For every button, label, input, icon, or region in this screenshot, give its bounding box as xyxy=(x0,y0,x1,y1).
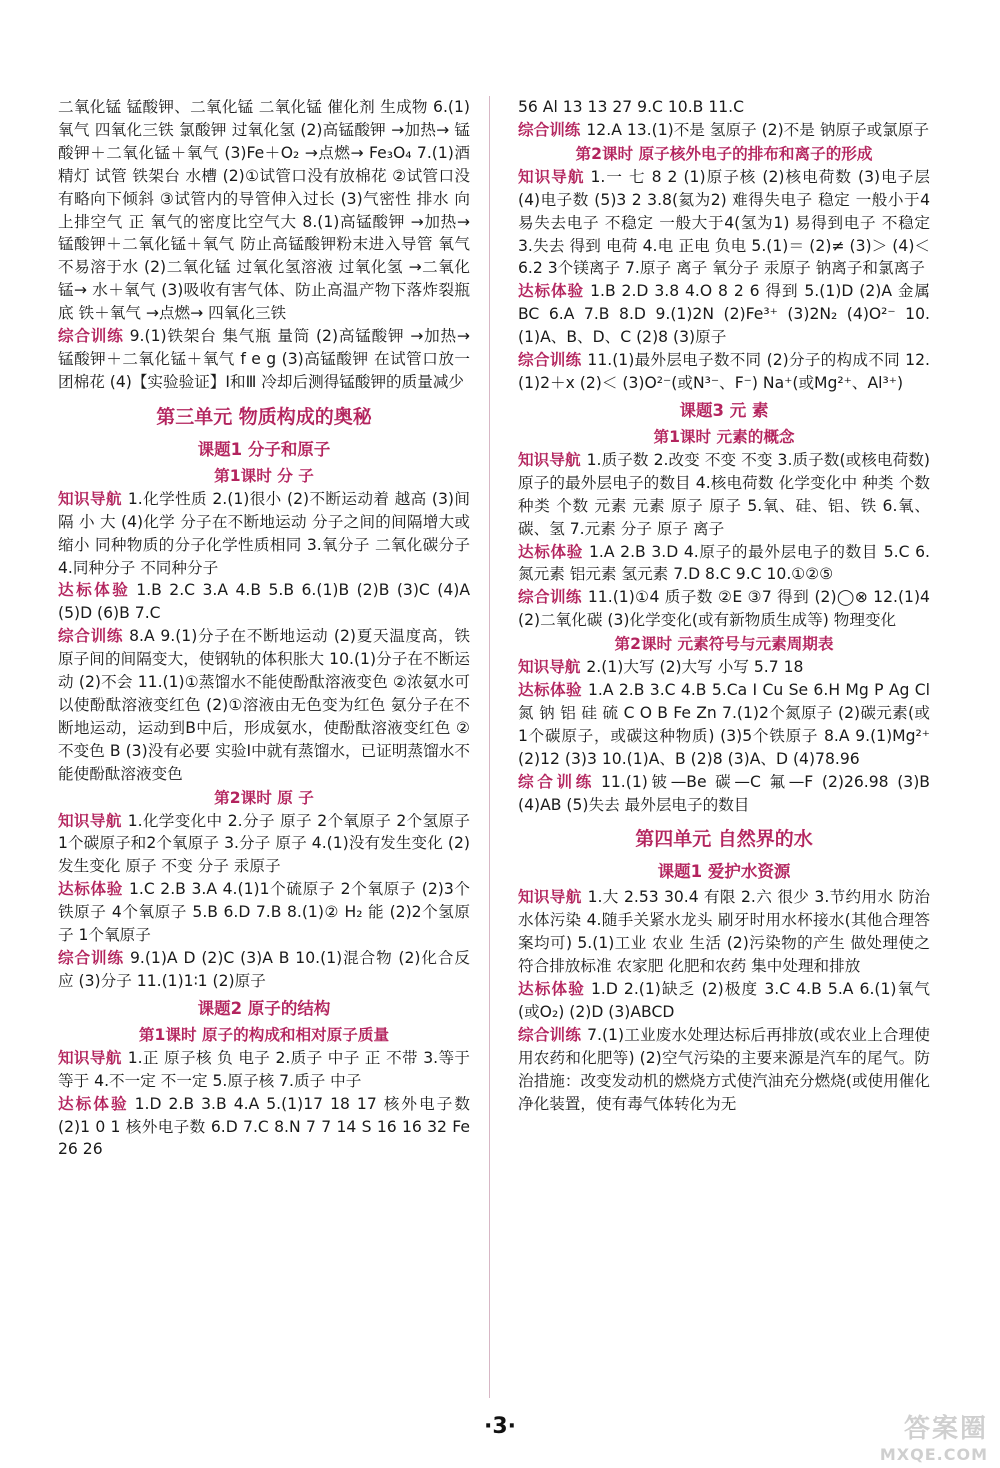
section-label: 综合训练 xyxy=(58,327,124,346)
lesson-heading: 课题1 爱护水资源 xyxy=(657,862,791,882)
section-label: 达标体验 xyxy=(58,880,123,899)
section-label: 达标体验 xyxy=(518,681,582,700)
answer-item xyxy=(518,541,930,587)
answer-text: 11.(1)最外层电子数不同 (2)分子的构成不同 12.(1)2＋x (2)＜ (3)O²⁻(或N³⁻、F⁻) Na⁺(或Mg²⁺、Al³⁺) xyxy=(518,351,930,392)
answer-item xyxy=(58,579,470,625)
answer-text: 1.化学变化中 2.分子 原子 2个氧原子 2个氢原子 1个碳原子和2个氧原子 3.分子 原子 4.(1)没有发生变化 (2)发生变化 原子 不变 分子 汞原子 xyxy=(58,811,470,876)
section-label: 综合训练 xyxy=(58,627,124,646)
lesson-heading: 课题2 原子的结构 xyxy=(197,998,331,1018)
period-heading: 第2课时 原 子 xyxy=(214,788,314,807)
answer-item xyxy=(58,1093,470,1162)
section-label: 知识导航 xyxy=(58,1048,122,1067)
period-heading: 第2课时 原子核外电子的排布和离子的形成 xyxy=(575,144,873,163)
answer-text: 二氧化锰 锰酸钾、二氧化锰 二氧化锰 催化剂 生成物 6.(1)氧气 四氧化三铁 氯酸钾 过氧化氢 (2)高锰酸钾 →加热→ 锰酸钾＋二氧化锰＋氧气 (3)Fe＋O₂ →点燃→ Fe₃O₄ 7.(1)酒精灯 试管 铁架台 水槽 (2)①试管口没有放棉花 ②试管口没有略向下倾斜 ③试管内的导管伸入过长 (3)气密性 排水 向上排空气 正 氧气的密度比空气大 8.(1)高锰酸钾 →加热→ 锰酸钾＋二氧化锰＋氧气 防止高锰酸钾粉末进入导管 氧气不易溶于水 (2)二氧化锰 过氧化氢溶液 过氧化氢 →二氧化锰→ 水＋氧气 (3)吸收有害气体、防止高温产物下落炸裂瓶底 铁＋氧气 →点燃→ 四氧化三铁 xyxy=(58,98,470,323)
section-label: 知识导航 xyxy=(518,450,581,469)
left-column xyxy=(58,96,470,1161)
answer-text: 56 Al 13 13 27 9.C 10.B 11.C xyxy=(518,98,745,116)
answer-text: 1.A 2.B 3.D 4.原子的最外层电子的数目 5.C 6.氮元素 铝元素 氢元素 7.D 8.C 9.C 10.①②⑤ xyxy=(518,542,930,584)
section-label: 知识导航 xyxy=(518,658,581,677)
answer-text: 11.(1)①4 质子数 ②E ③7 得到 (2)◯⊗ 12.(1)4 (2)二氧化碳 (3)化学变化(或有新物质生成等) 物理变化 xyxy=(518,588,930,630)
answer-text: 2.(1)大写 (2)大写 小写 5.7 18 xyxy=(586,658,804,677)
section-label: 综合训练 xyxy=(58,949,124,967)
answer-item xyxy=(518,656,930,679)
answer-text: 9.(1)铁架台 集气瓶 量筒 (2)高锰酸钾 →加热→ 锰酸钾＋二氧化锰＋氧气 f e g (3)高锰酸钾 在试管口放一团棉花 (4)【实验验证】Ⅰ和Ⅲ 冷却后测得锰酸钾的质量减少 xyxy=(58,327,470,391)
answer-item xyxy=(518,679,930,771)
answer-text: 1.C 2.B 3.A 4.(1)1个硫原子 2个氧原子 (2)3个铁原子 4个氧原子 5.B 6.D 7.B 8.(1)② H₂ 能 (2)2个氢原子 1个氧原子 xyxy=(58,880,470,945)
answer-text: 1.A 2.B 3.C 4.B 5.Ca I Cu Se 6.H Mg P Ag Cl 氮 钠 铝 硅 硫 C O B Fe Zn 7.(1)2个氮原子 (2)碳元素(或1个碳原子，或碳这种物质) (3)5个铁原子 8.A 9.(1)Mg²⁺ (2)12 (3)3 10.(1)A、B (2)8 (3)A、D (4)78.96 xyxy=(518,681,930,768)
section-label: 综合训练 xyxy=(518,120,581,139)
section-label: 达标体验 xyxy=(518,980,585,999)
right-column xyxy=(518,96,930,1116)
lesson-heading: 课题1 分子和原子 xyxy=(197,439,331,459)
answer-text: 1.D 2.B 3.B 4.A 5.(1)17 18 17 核外电子数 (2)1 0 1 核外电子数 6.D 7.C 8.N 7 7 14 S 16 16 32 Fe 26 26 xyxy=(58,1094,470,1159)
answer-text: 1.B 2.D 3.8 4.O 8 2 6 得到 5.(1)D (2)A 金属 BC 6.A 7.B 8.D 9.(1)2N (2)Fe³⁺ (3)2N₂ (4)O²⁻ 10.(1)A、B、D、C (2)8 (3)原子 xyxy=(518,282,930,347)
answer-item xyxy=(518,166,930,281)
answer-item xyxy=(518,771,930,817)
section-label: 达标体验 xyxy=(518,282,585,301)
lesson-heading: 课题3 元 素 xyxy=(679,400,769,420)
answer-text: 9.(1)A D (2)C (3)A B 10.(1)混合物 (2)化合反应 (3)分子 11.(1)1∶1 (2)原子 xyxy=(58,949,470,990)
page-number: ·3· xyxy=(483,1414,517,1439)
watermark-logo xyxy=(880,1408,988,1464)
answer-item xyxy=(518,1024,930,1116)
answer-item xyxy=(518,586,930,632)
answer-item xyxy=(58,488,470,580)
period-heading: 第1课时 原子的构成和相对原子质量 xyxy=(138,1025,390,1044)
answer-item xyxy=(58,625,470,785)
watermark-top: 答案圈 xyxy=(903,1414,988,1444)
answer-item xyxy=(518,449,930,541)
answer-text: 8.A 9.(1)分子在不断地运动 (2)夏天温度高，铁原子间的间隔变大，使钢轨的体积胀大 10.(1)分子在不断运动 (2)不会 11.(1)①蒸馏水不能使酚酞溶液变色 ②浓氨水可以使酚酞溶液变红色 (2)①溶液由无色变为红色 氨分子在不断地运动，运动到B中后，形成氨水，使酚酞溶液变红色 ②不变色 B (3)没有必要 实验Ⅰ中就有蒸馏水，已证明蒸馏水不能使酚酞溶液变色 xyxy=(58,627,470,783)
answer-item xyxy=(58,810,470,879)
answer-item xyxy=(58,947,470,993)
unit-heading: 第四单元 自然界的水 xyxy=(635,828,813,851)
section-label: 综合训练 xyxy=(518,351,582,370)
answer-item xyxy=(58,325,470,394)
period-heading: 第2课时 元素符号与元素周期表 xyxy=(614,635,834,654)
section-label: 知识导航 xyxy=(518,167,585,186)
answer-item xyxy=(58,1047,470,1093)
answer-item xyxy=(518,978,930,1024)
period-heading: 第1课时 分 子 xyxy=(214,466,314,485)
section-label: 综合训练 xyxy=(518,1025,582,1044)
answer-text: 1.大 2.53 30.4 有限 2.六 很少 3.节约用水 防治水体污染 4.随手关紧水龙头 刷牙时用水杯接水(其他合理答案均可) 5.(1)工业 农业 生活 (2)污染物的产生 做处理使之符合排放标准 农家肥 化肥和农药 集中处理和排放 xyxy=(518,888,930,976)
answer-item xyxy=(518,119,930,142)
section-label: 综合训练 xyxy=(518,588,582,607)
answer-item xyxy=(518,886,930,978)
answer-text: 12.A 13.(1)不是 氢原子 (2)不是 钠原子或氯原子 xyxy=(586,120,929,139)
section-label: 达标体验 xyxy=(518,542,583,561)
answer-text: 1.质子数 2.改变 不变 不变 3.质子数(或核电荷数) 原子的最外层电子的数目 4.核电荷数 化学变化中 种类 个数 种类 个数 元素 元素 原子 原子 5.氧、硅、铝、铁 6.氧、碳、氢 7.元素 分子 原子 离子 xyxy=(518,450,930,538)
answer-item xyxy=(518,349,930,395)
answer-text: 1.化学性质 2.(1)很小 (2)不断运动着 越高 (3)间隔 小 大 (4)化学 分子在不断地运动 分子之间的间隔增大或缩小 同种物质的分子化学性质相同 3.氧分子 二氧化碳分子 4.同种分子 不同种分子 xyxy=(58,489,470,577)
unit-heading: 第三单元 物质构成的奥秘 xyxy=(156,405,372,428)
column-divider xyxy=(489,96,490,1398)
section-label: 达标体验 xyxy=(58,581,131,600)
answer-text: 11.(1)铍—Be 碳—C 氟—F (2)26.98 (3)B (4)AB (5)失去 最外层电子的数目 xyxy=(518,772,930,814)
section-label: 达标体验 xyxy=(58,1094,129,1113)
answer-text: 7.(1)工业废水处理达标后再排放(或农业上合理使用农药和化肥等) (2)空气污染的主要来源是汽车的尾气。防治措施：改变发动机的燃烧方式使汽油充分燃烧(或使用催化净化装置，使有毒气体转化为无 xyxy=(518,1025,930,1113)
period-heading: 第1课时 元素的概念 xyxy=(653,427,795,446)
watermark-bottom: MXQE.COM xyxy=(879,1445,988,1464)
section-label: 知识导航 xyxy=(58,489,122,508)
answer-text: 1.B 2.C 3.A 4.B 5.B 6.(1)B (2)B (3)C (4)A (5)D (6)B 7.C xyxy=(58,581,470,623)
section-label: 知识导航 xyxy=(58,811,122,830)
answer-item xyxy=(518,280,930,349)
answer-text: 1.正 原子核 负 电子 2.质子 中子 正 不带 3.等于 等于 4.不一定 不一定 5.原子核 7.质子 中子 xyxy=(58,1048,470,1090)
answer-text: 1.D 2.(1)缺乏 (2)极度 3.C 4.B 5.A 6.(1)氧气(或O₂) (2)D (3)ABCD xyxy=(518,980,930,1021)
answer-text: 1.一 七 8 2 (1)原子核 (2)核电荷数 (3)电子层 (4)电子数 (5)3 2 3.8(氦为2) 难得失电子 稳定 一般小于4 易失去电子 不稳定 一般大于4(氢为1) 易得到电子 不稳定 3.失去 得到 电荷 4.电 正电 负电 5.(1)＝ (2)≠ (3)＞ (4)＜ 6.2 3个镁离子 7.原子 离子 氧分子 汞原子 钠离子和氯离子 xyxy=(518,167,930,278)
answer-item xyxy=(58,878,470,947)
section-label: 综合训练 xyxy=(518,772,595,791)
section-label: 知识导航 xyxy=(518,888,582,907)
